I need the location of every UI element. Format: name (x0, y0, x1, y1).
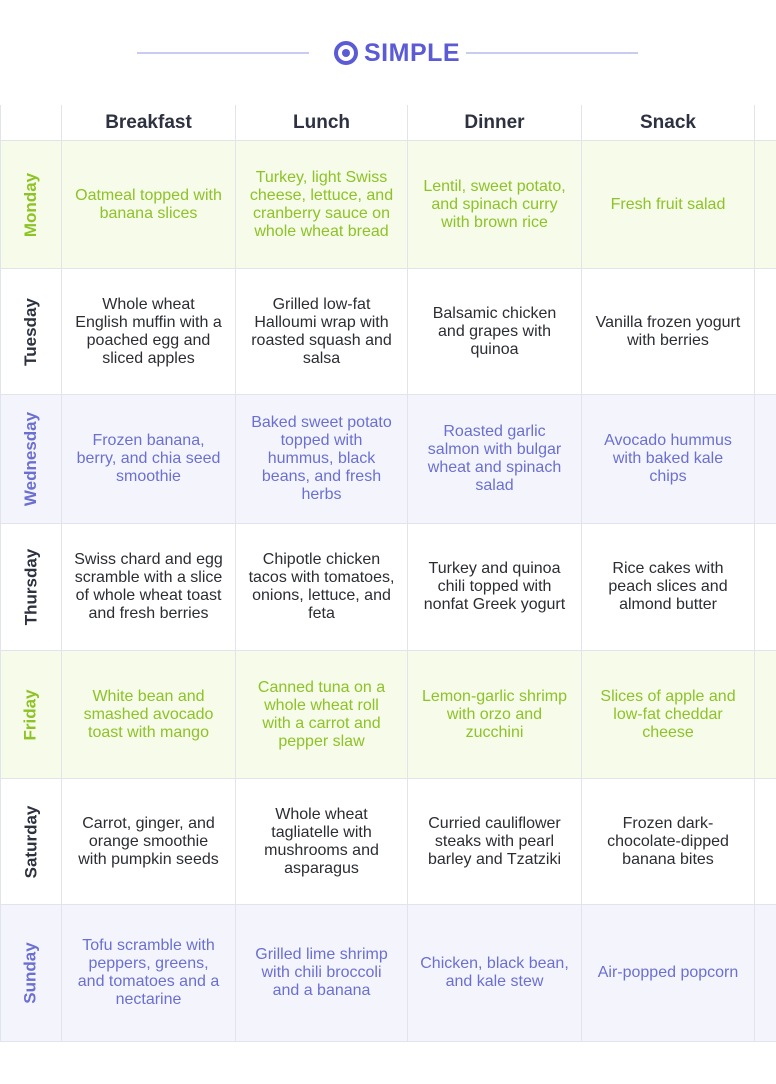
day-name: Tuesday (21, 297, 40, 366)
meal-cell-dinner: Lemon-garlic shrimp with orzo and zucchini (408, 651, 582, 779)
meal-cell-dinner: Turkey and quinoa chili topped with nonfat Greek yogurt (408, 524, 582, 651)
column-header-snack: Snack (582, 105, 755, 141)
brand-logo (334, 37, 460, 69)
meal-cell-dinner: Lentil, sweet potato, and spinach curry with brown rice (408, 141, 582, 269)
day-name: Sunday (21, 942, 40, 1004)
meal-cell-snack: Air-popped popcorn (582, 905, 755, 1042)
day-label-wednesday (0, 395, 62, 524)
day-label-tuesday (0, 269, 62, 395)
day-name: Wednesday (21, 411, 41, 507)
row-edge-cell (755, 779, 776, 905)
day-label-sunday (0, 905, 62, 1042)
meal-cell-snack: Fresh fruit salad (582, 141, 755, 269)
meal-cell-lunch: Grilled lime shrimp with chili broccoli and a banana (236, 905, 408, 1042)
column-header-lunch: Lunch (236, 105, 408, 141)
meal-cell-lunch: Canned tuna on a whole wheat roll with a carrot and pepper slaw (236, 651, 408, 779)
row-edge-cell (755, 651, 776, 779)
meal-cell-breakfast: Oatmeal topped with banana slices (62, 141, 236, 269)
meal-cell-breakfast: Frozen banana, berry, and chia seed smoothie (62, 395, 236, 524)
meal-cell-lunch: Turkey, light Swiss cheese, lettuce, and cranberry sauce on whole wheat bread (236, 141, 408, 269)
meal-cell-lunch: Baked sweet potato topped with hummus, black beans, and fresh herbs (236, 395, 408, 524)
meal-cell-breakfast: White bean and smashed avocado toast with mango (62, 651, 236, 779)
meal-cell-breakfast: Whole wheat English muffin with a poached egg and sliced apples (62, 269, 236, 395)
row-edge-cell (755, 524, 776, 651)
meal-cell-snack: Frozen dark-chocolate-dipped banana bites (582, 779, 755, 905)
day-label-friday (0, 651, 62, 779)
meal-cell-breakfast: Carrot, ginger, and orange smoothie with pumpkin seeds (62, 779, 236, 905)
meal-cell-breakfast: Swiss chard and egg scramble with a slice of whole wheat toast and fresh berries (62, 524, 236, 651)
meal-cell-dinner: Roasted garlic salmon with bulgar wheat and spinach salad (408, 395, 582, 524)
day-name: Thursday (21, 548, 40, 626)
meal-cell-lunch: Grilled low-fat Halloumi wrap with roasted squash and salsa (236, 269, 408, 395)
day-name: Friday (21, 688, 40, 741)
meal-cell-dinner: Balsamic chicken and grapes with quinoa (408, 269, 582, 395)
day-label-monday (0, 141, 62, 269)
header-edge-cell (755, 105, 776, 141)
corner-cell (0, 105, 62, 141)
meal-plan-table (0, 105, 776, 1042)
column-header-breakfast: Breakfast (62, 105, 236, 141)
row-edge-cell (755, 905, 776, 1042)
meal-cell-snack: Avocado hummus with baked kale chips (582, 395, 755, 524)
meal-cell-lunch: Chipotle chicken tacos with tomatoes, onions, lettuce, and feta (236, 524, 408, 651)
meal-cell-breakfast: Tofu scramble with peppers, greens, and tomatoes and a nectarine (62, 905, 236, 1042)
brand-name: SIMPLE (364, 39, 461, 67)
day-name: Monday (21, 172, 41, 237)
meal-cell-snack: Rice cakes with peach slices and almond butter (582, 524, 755, 651)
meal-cell-dinner: Chicken, black bean, and kale stew (408, 905, 582, 1042)
header (0, 0, 776, 105)
meal-cell-snack: Vanilla frozen yogurt with berries (582, 269, 755, 395)
meal-cell-snack: Slices of apple and low-fat cheddar cheese (582, 651, 755, 779)
header-divider-right (466, 52, 638, 54)
logo-icon (334, 41, 358, 65)
row-edge-cell (755, 141, 776, 269)
column-header-dinner: Dinner (408, 105, 582, 141)
day-label-saturday (0, 779, 62, 905)
day-label-thursday (0, 524, 62, 651)
row-edge-cell (755, 269, 776, 395)
meal-cell-lunch: Whole wheat tagliatelle with mushrooms and asparagus (236, 779, 408, 905)
row-edge-cell (755, 395, 776, 524)
meal-cell-dinner: Curried cauliflower steaks with pearl barley and Tzatziki (408, 779, 582, 905)
header-divider-left (137, 52, 309, 54)
day-name: Saturday (21, 805, 40, 878)
